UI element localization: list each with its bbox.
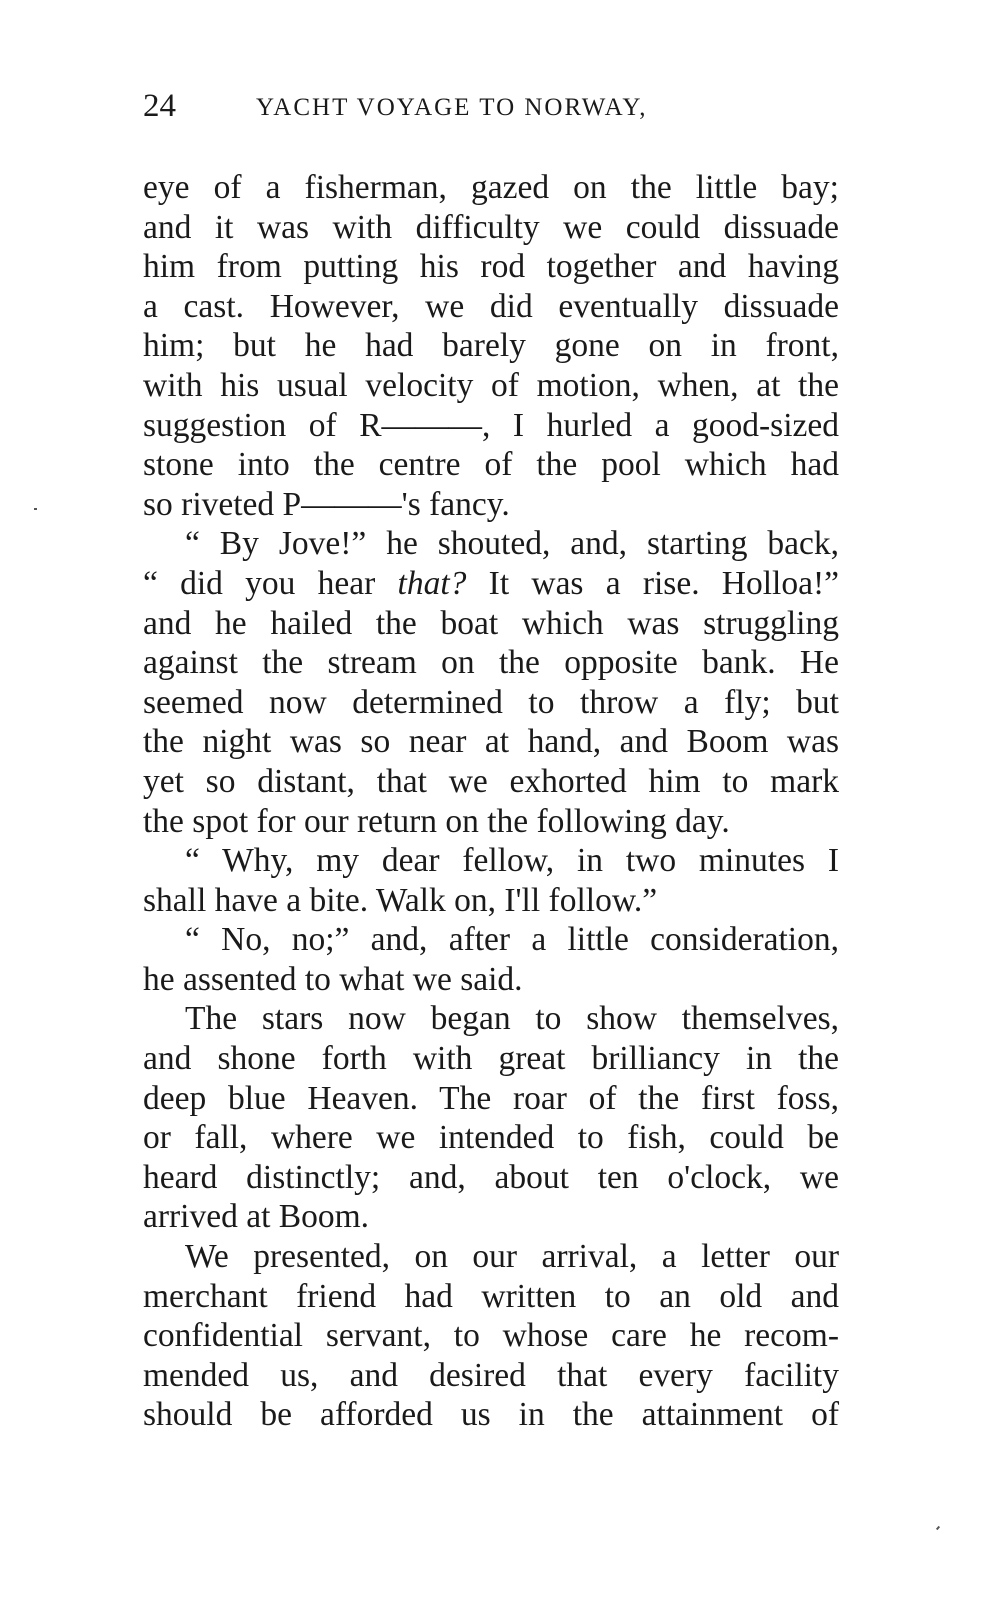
text-line: heard distinctly; and, about ten o'clock, we — [143, 1158, 839, 1196]
text-line: should be afforded us in the attainment of — [143, 1396, 839, 1434]
text-line: he assented to what we said. — [143, 960, 523, 998]
italic-text-fragment: that? — [397, 564, 467, 602]
text-line: arrived at Boom. — [143, 1198, 370, 1236]
text-line-mixed — [143, 564, 839, 604]
text-line: merchant friend had written to an old and — [143, 1277, 839, 1315]
text-line: the night was so near at hand, and Boom was — [143, 723, 839, 761]
page-number: 24 — [143, 88, 176, 124]
text-line: mended us, and desired that every facility — [143, 1356, 839, 1394]
text-line: yet so distant, that we exhorted him to mark — [143, 762, 839, 800]
text-line: him; but he had barely gone on in front, — [143, 327, 839, 365]
text-line: seemed now determined to throw a fly; but — [143, 683, 839, 721]
text-line: We presented, on our arrival, a letter our — [185, 1238, 839, 1276]
text-line: The stars now began to show themselves, — [185, 1000, 839, 1038]
text-line: the spot for our return on the following day. — [143, 802, 730, 840]
body-text — [143, 168, 839, 1435]
text-line: deep blue Heaven. The roar of the first foss, — [143, 1079, 839, 1117]
scan-speck — [34, 508, 37, 510]
text-line: and he hailed the boat which was struggling — [143, 604, 839, 642]
text-line: “ Why, my dear fellow, in two minutes I — [185, 842, 839, 880]
scan-speck — [936, 1526, 940, 1530]
text-fragment: “ did you hear — [143, 564, 376, 602]
text-line: “ No, no;” and, after a little consideration, — [185, 921, 839, 959]
text-fragment: It was a rise. Holloa!” — [488, 564, 840, 602]
running-title: YACHT VOYAGE TO NORWAY, — [256, 94, 648, 121]
page-header — [143, 86, 843, 126]
text-line: shall have a bite. Walk on, I'll follow.” — [143, 881, 658, 919]
text-line: so riveted P———'s fancy. — [143, 485, 510, 523]
text-line: against the stream on the opposite bank. He — [143, 644, 839, 682]
text-line: and it was with difficulty we could dissuade — [143, 208, 839, 246]
text-line: him from putting his rod together and having — [143, 248, 839, 286]
text-line: “ By Jove!” he shouted, and, starting back, — [185, 525, 839, 563]
text-line: confidential servant, to whose care he recom- — [143, 1317, 839, 1355]
text-line: eye of a fisherman, gazed on the little bay; — [143, 169, 839, 206]
text-line: and shone forth with great brilliancy in the — [143, 1040, 839, 1078]
text-line: stone into the centre of the pool which had — [143, 446, 839, 484]
text-line: a cast. However, we did eventually dissuade — [143, 287, 839, 325]
text-line: with his usual velocity of motion, when, at the — [143, 366, 839, 404]
text-line: or fall, where we intended to fish, could be — [143, 1119, 839, 1157]
text-line: suggestion of R———, I hurled a good-sized — [143, 406, 839, 444]
